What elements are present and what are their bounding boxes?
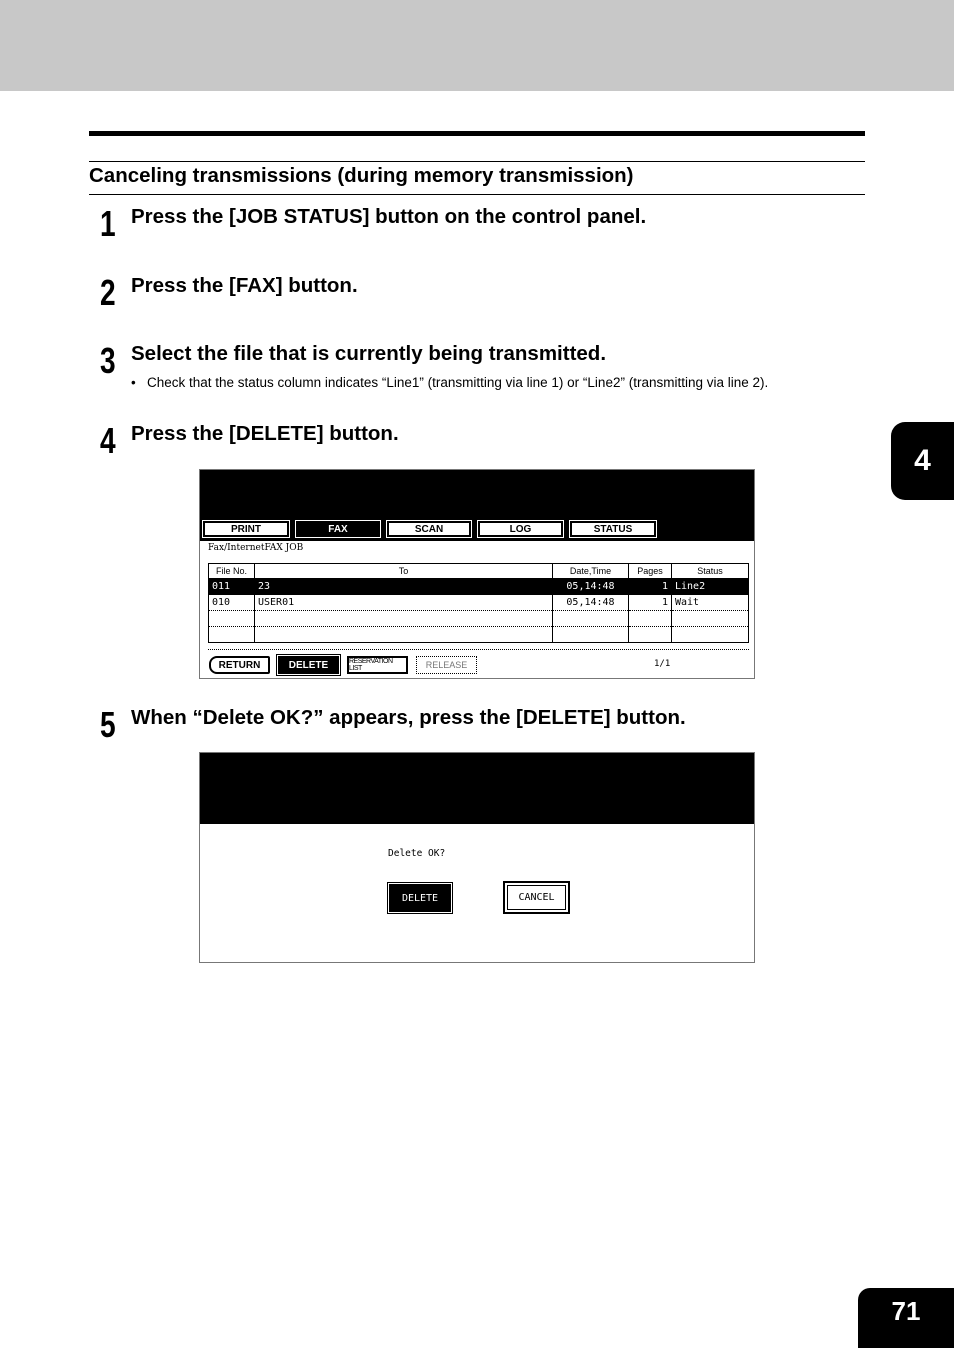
step-1-number: 1 [100, 203, 116, 244]
col-status: Status [672, 564, 749, 579]
cell-date-time [553, 611, 629, 627]
header-rule [89, 131, 865, 136]
step-2-text: Press the [FAX] button. [131, 274, 358, 297]
step-3-note-text: Check that the status column indicates “Line1” (transmitting via line 1) or “Line2” (transmitting via line 2). [146, 375, 769, 390]
confirm-prompt: Delete OK? [388, 848, 446, 859]
delete-confirm-screen [199, 752, 755, 963]
section-title: Canceling transmissions (during memory transmission) [89, 164, 634, 187]
col-to: To [255, 564, 553, 579]
step-3-text: Select the file that is currently being transmitted. [131, 342, 607, 365]
table-row[interactable] [209, 611, 749, 627]
cell-file-no [209, 611, 255, 627]
section-rule-top [89, 161, 865, 162]
tab-log[interactable]: LOG [478, 521, 563, 537]
step-4-number: 4 [100, 420, 116, 461]
col-pages: Pages [629, 564, 672, 579]
tab-status[interactable]: STATUS [570, 521, 656, 537]
cell-status [672, 611, 749, 627]
cell-pages [629, 627, 672, 643]
table-header-row [209, 564, 749, 579]
step-3-note: • Check that the status column indicates “Line1” (transmitting via line 1) or “Line2” (transmitting via line 2). [131, 375, 769, 390]
cell-pages: 1 [629, 595, 672, 611]
page-number: 71 [858, 1288, 954, 1348]
chapter-tab: 4 [891, 422, 954, 500]
screen-header-black [200, 753, 754, 824]
step-5-text: When “Delete OK?” appears, press the [DELETE] button. [131, 706, 686, 729]
cell-to: 23 [255, 579, 553, 595]
cell-file-no [209, 627, 255, 643]
confirm-delete-button[interactable]: DELETE [389, 884, 451, 912]
tab-scan[interactable]: SCAN [387, 521, 471, 537]
step-3-number: 3 [100, 340, 116, 381]
step-4-text: Press the [DELETE] button. [131, 422, 399, 445]
cell-status: Line2 [672, 579, 749, 595]
cancel-button[interactable]: CANCEL [503, 881, 570, 914]
step-1-text: Press the [JOB STATUS] button on the control panel. [131, 205, 647, 228]
step-2-number: 2 [100, 272, 116, 313]
cell-pages [629, 611, 672, 627]
step-5-number: 5 [100, 704, 116, 745]
cell-file-no: 011 [209, 579, 255, 595]
col-date-time: Date,Time [553, 564, 629, 579]
header-band [0, 0, 954, 91]
reservation-list-button[interactable]: RESERVATION LIST [347, 656, 408, 674]
return-button[interactable]: RETURN [209, 656, 270, 674]
cell-to [255, 611, 553, 627]
tab-print[interactable]: PRINT [203, 521, 289, 537]
col-file-no: File No. [209, 564, 255, 579]
divider [208, 649, 749, 650]
table-row[interactable] [209, 627, 749, 643]
cell-to: USER01 [255, 595, 553, 611]
cell-date-time: 05,14:48 [553, 579, 629, 595]
cell-status: Wait [672, 595, 749, 611]
cell-pages: 1 [629, 579, 672, 595]
cell-file-no: 010 [209, 595, 255, 611]
cell-date-time [553, 627, 629, 643]
release-button[interactable]: RELEASE [416, 656, 477, 674]
cell-status [672, 627, 749, 643]
section-rule-bottom [89, 194, 865, 195]
delete-button[interactable]: DELETE [278, 656, 339, 674]
table-row[interactable] [209, 595, 749, 611]
job-table [208, 563, 749, 643]
page-indicator: 1/1 [654, 659, 671, 669]
table-row[interactable] [209, 579, 749, 595]
job-list-label: Fax/InternetFAX JOB [208, 543, 304, 553]
tab-fax[interactable]: FAX [296, 521, 380, 537]
cell-to [255, 627, 553, 643]
cell-date-time: 05,14:48 [553, 595, 629, 611]
